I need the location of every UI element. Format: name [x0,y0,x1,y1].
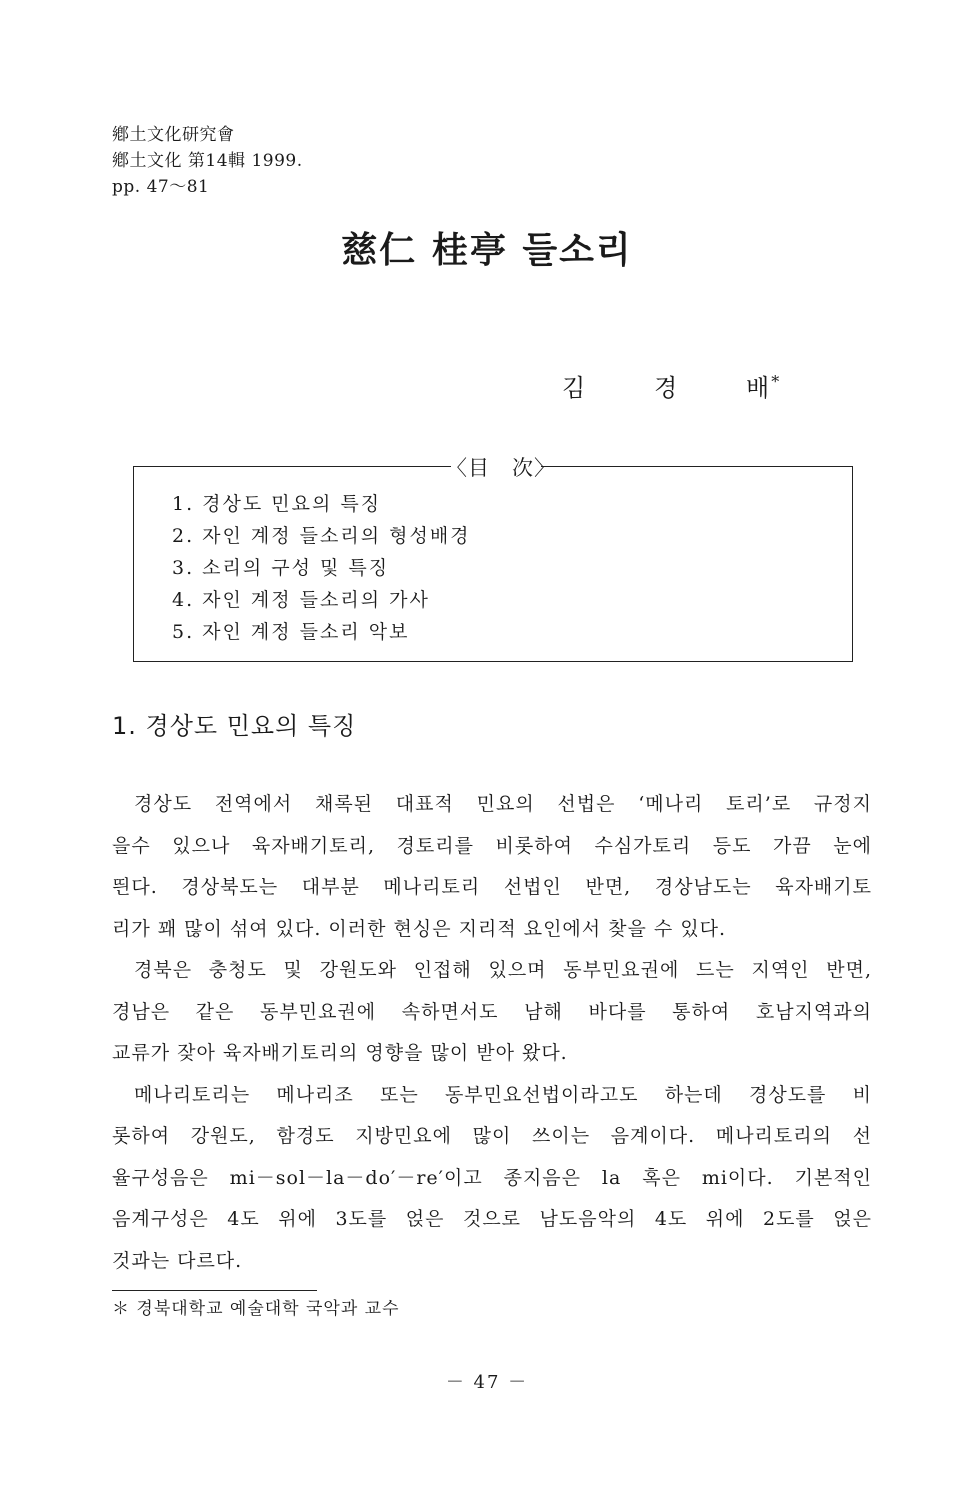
page-number: － 47 － [445,1372,529,1393]
society-name: 鄕土文化研究會 [112,125,235,145]
author-footnote-mark: * [771,372,782,391]
footnote-rule [112,1290,317,1291]
journal-header [112,122,303,200]
footnote: ＊ 경북대학교 예술대학 국악과 교수 [112,1299,400,1319]
body-line: 메나리토리는 메나리조 또는 동부민요선법이라고도 하는데 경상도를 비 [134,1083,872,1106]
body-text [112,784,872,1282]
toc-heading: 〈目 次〉 [446,456,556,480]
journal-info: 鄕土文化 第14輯 1999. [112,151,303,171]
toc-top-border-right [541,466,853,467]
body-line: 교류가 잦아 육자배기토리의 영향을 많이 받아 왔다. [112,1042,568,1064]
toc-list [172,488,471,648]
body-line: 율구성음은 mi－sol－la－do′－re′이고 종지음은 la 혹은 mi이다. 기본적인 [112,1166,872,1189]
toc-item: 2. 자인 계정 들소리의 형성배경 [172,525,471,547]
page-range: pp. 47～81 [112,177,210,197]
body-line: 경상도 전역에서 채록된 대표적 민요의 선법은 ‘메나리 토리’로 규정지 [134,793,872,815]
body-line: 음계구성은 4도 위에 3도를 얹은 것으로 남도음악의 4도 위에 2도를 얹은 [112,1208,872,1230]
author-char: 경 [654,374,680,402]
section-heading: 1. 경상도 민요의 특징 [112,712,357,740]
body-line: 을수 있으나 육자배기토리, 경토리를 비롯하여 수심가토리 등도 가끔 눈에 [112,834,872,857]
author-char: 배 [746,374,772,402]
toc-item: 3. 소리의 구성 및 특징 [172,557,390,579]
body-line: 것과는 다르다. [112,1249,243,1272]
toc-top-border-left [133,466,451,467]
body-line: 경북은 충청도 및 강원도와 인접해 있으며 동부민요권에 드는 지역인 반면, [134,959,872,981]
body-line: 경남은 같은 동부민요권에 속하면서도 남해 바다를 통하여 호남지역과의 [112,1000,872,1023]
toc-item: 5. 자인 계정 들소리 악보 [172,621,410,643]
body-line: 롯하여 강원도, 함경도 지방민요에 많이 쓰이는 음계이다. 메나리토리의 선 [112,1125,872,1147]
author-char: 김 [562,374,588,402]
toc-item: 1. 경상도 민요의 특징 [172,493,382,515]
body-line: 리가 꽤 많이 섞여 있다. 이러한 현싱은 지리적 요인에서 찾을 수 있다. [112,917,727,940]
author-name [562,368,781,403]
paper-title: 慈仁 桂亭 들소리 [341,229,633,271]
body-line: 띈다. 경상북도는 대부분 메나리토리 선법인 반면, 경상남도는 육자배기토 [112,876,872,898]
toc-item: 4. 자인 계정 들소리의 가사 [172,589,430,611]
